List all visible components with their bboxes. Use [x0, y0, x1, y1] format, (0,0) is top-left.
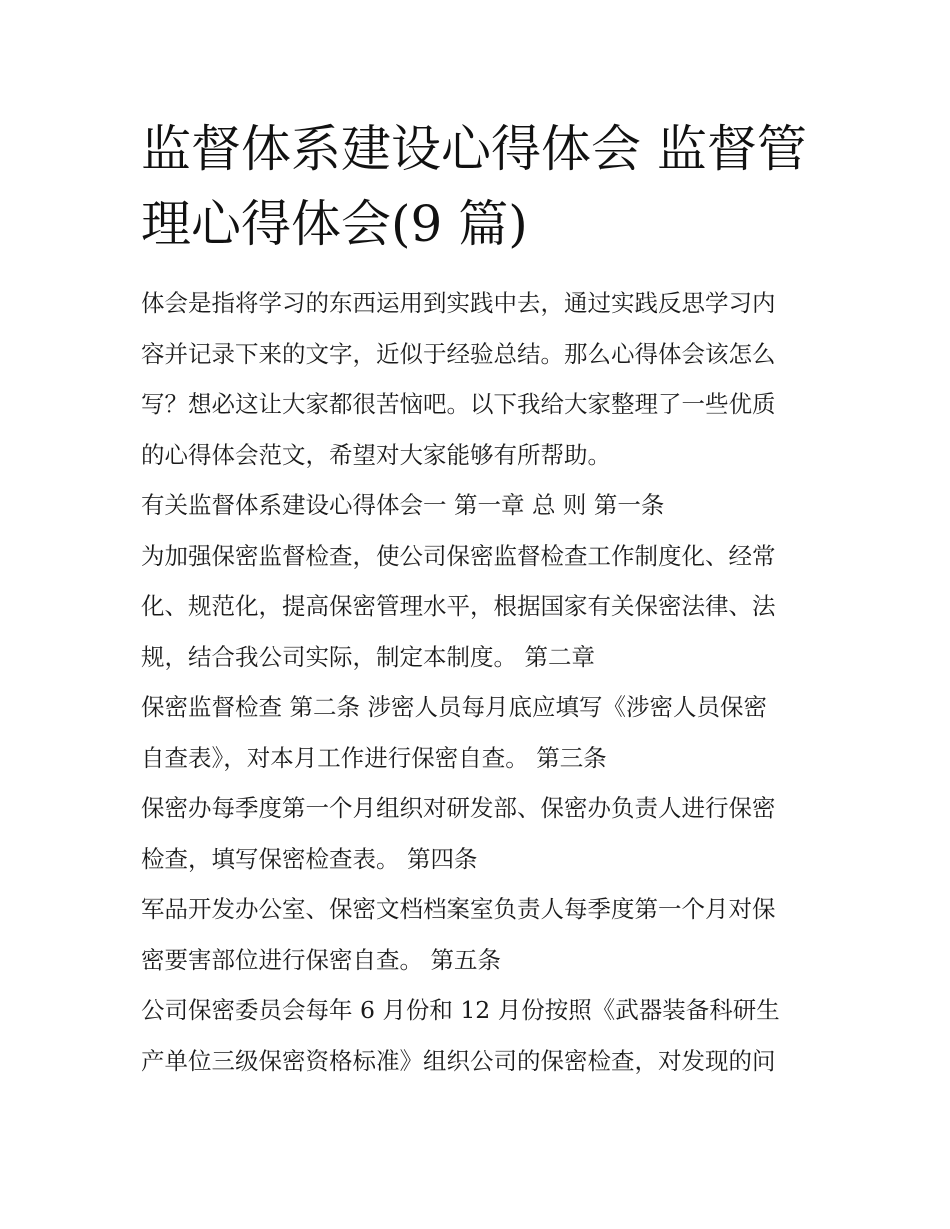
- body-line: 化、规范化，提高保密管理水平，根据国家有关保密法律、法: [141, 592, 776, 620]
- body-line: 体会是指将学习的东西运用到实践中去，通过实践反思学习内: [141, 289, 776, 317]
- document-body: [141, 278, 821, 1086]
- body-line: 写？想必这让大家都很苦恼吧。以下我给大家整理了一些优质: [141, 390, 776, 418]
- document-title: [141, 112, 821, 262]
- title-line: 理心得体会(9 篇): [141, 195, 528, 253]
- document-content: [141, 112, 821, 1086]
- body-line: 密要害部位进行保密自查。 第五条: [141, 945, 501, 974]
- body-line: 规，结合我公司实际，制定本制度。 第二章: [141, 642, 595, 671]
- body-line: 保密办每季度第一个月组织对研发部、保密办负责人进行保密: [141, 794, 776, 822]
- body-line: 公司保密委员会每年 6 月份和 12 月份按照《武器装备科研生: [141, 996, 780, 1024]
- body-line: 保密监督检查 第二条 涉密人员每月底应填写《涉密人员保密: [141, 693, 767, 721]
- body-line: 为加强保密监督检查，使公司保密监督检查工作制度化、经常: [141, 541, 776, 570]
- body-line: 检查，填写保密检查表。 第四条: [141, 844, 478, 873]
- body-line: 容并记录下来的文字，近似于经验总结。那么心得体会该怎么: [141, 339, 776, 368]
- body-line: 自查表》，对本月工作进行保密自查。 第三条: [141, 743, 607, 772]
- section-heading-line: 有关监督体系建设心得体会一 第一章 总 则 第一条: [141, 491, 665, 519]
- title-line: 监督体系建设心得体会 监督管: [141, 120, 807, 178]
- body-line: 军品开发办公室、保密文档档案室负责人每季度第一个月对保: [141, 895, 776, 923]
- body-line: 产单位三级保密资格标准》组织公司的保密检查，对发现的问: [141, 1046, 776, 1075]
- body-line: 的心得体会范文，希望对大家能够有所帮助。: [141, 440, 611, 469]
